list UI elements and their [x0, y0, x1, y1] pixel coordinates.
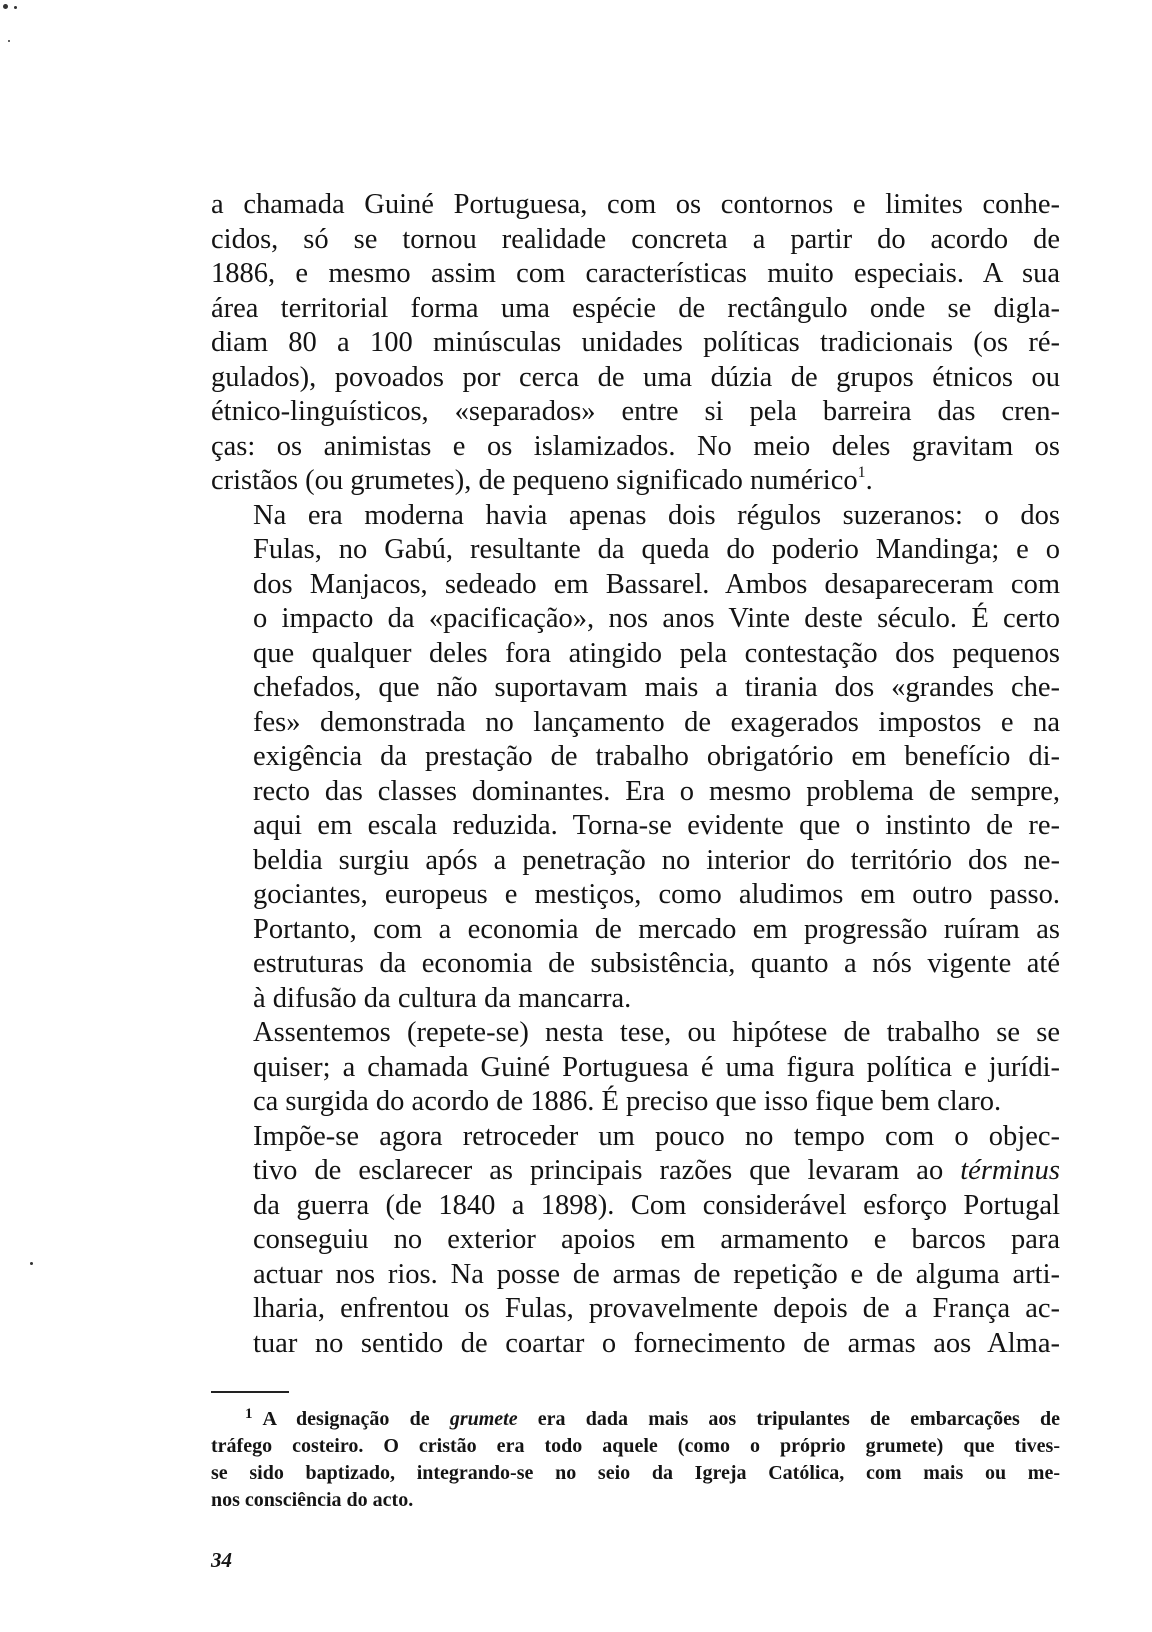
text-line: Assentemos (repete-se) nesta tese, ou hipótese de trabalho se se: [253, 1017, 1060, 1048]
text-line: gulados), povoados por cerca de uma dúzia de grupos étnicos ou: [211, 361, 1060, 393]
text-line: que qualquer deles fora atingido pela contestação dos pequenos: [253, 637, 1060, 669]
text-line: tuar no sentido de coartar o fornecimento de armas aos Alma-: [253, 1327, 1060, 1359]
text-line: étnico-linguísticos, «separados» entre si pela barreira das cren-: [211, 396, 1060, 427]
text-line: gociantes, europeus e mestiços, como aludimos em outro passo.: [253, 879, 1060, 910]
text-line: recto das classes dominantes. Era o mesmo problema de sempre,: [253, 775, 1060, 807]
text-line: beldia surgiu após a penetração no interior do território dos ne-: [253, 844, 1060, 876]
text-line: conseguiu no exterior apoios em armamento e barcos para: [253, 1224, 1060, 1255]
footnote-line: tráfego costeiro. O cristão era todo aquele (como o próprio grumete) que tives-: [211, 1435, 1060, 1457]
text-segment: cristãos (ou grumetes), de pequeno significado numérico: [211, 465, 858, 496]
footnote-divider: [211, 1391, 289, 1393]
scan-speck: [30, 1262, 33, 1265]
text-line: actuar nos rios. Na posse de armas de repetição e de alguma arti-: [253, 1258, 1060, 1290]
page-number: 34: [211, 1548, 232, 1572]
text-line: quiser; a chamada Guiné Portuguesa é uma figura política e jurídi-: [253, 1051, 1060, 1083]
footnote-reference[interactable]: 1: [857, 464, 866, 481]
paragraph-2: [211, 499, 1060, 1017]
text-line: aqui em escala reduzida. Torna-se evidente que o instinto de re-: [253, 810, 1060, 841]
footnote-line: nos consciência do acto.: [211, 1489, 414, 1511]
text-line: dos Manjacos, sedeado em Bassarel. Ambos desapareceram com: [253, 568, 1060, 600]
paragraph-1: [211, 188, 1060, 499]
text-line: ca surgida do acordo de 1886. É preciso que isso fique bem claro.: [253, 1086, 1002, 1117]
text-segment: tivo de esclarecer as principais razões que levaram ao: [253, 1155, 961, 1186]
text-segment: .: [865, 465, 873, 496]
scan-speck: [3, 4, 8, 9]
text-segment: A designação de: [262, 1408, 450, 1430]
text-line: chefados, que não suportavam mais a tirania dos «grandes che-: [253, 672, 1060, 703]
text-line: fes» demonstrada no lançamento de exagerados impostos e na: [253, 706, 1060, 738]
scan-speck: [14, 6, 17, 9]
italic-term: términus: [960, 1155, 1060, 1186]
text-line: [211, 464, 1060, 499]
footnote-line: se sido baptizado, integrando-se no seio da Igreja Católica, com mais ou me-: [211, 1462, 1060, 1484]
footnote-number: 1: [245, 1406, 253, 1422]
footnote-line: [211, 1401, 1060, 1433]
text-line: Na era moderna havia apenas dois régulos suzeranos: o dos: [253, 499, 1060, 531]
page-content: [211, 188, 1060, 1514]
text-line: a chamada Guiné Portuguesa, com os contornos e limites conhe-: [211, 189, 1060, 220]
text-line: Fulas, no Gabú, resultante da queda do poderio Mandinga; e o: [253, 534, 1060, 565]
text-line: 1886, e mesmo assim com características muito especiais. A sua: [211, 258, 1060, 289]
text-line: lharia, enfrentou os Fulas, provavelmente depois de a França ac-: [253, 1293, 1060, 1324]
paragraph-3: [211, 1016, 1060, 1120]
text-line: [211, 1154, 1060, 1189]
text-line: Impõe-se agora retroceder um pouco no tempo com o objec-: [253, 1120, 1060, 1152]
paragraph-4: [211, 1120, 1060, 1362]
text-line: exigência da prestação de trabalho obrigatório em benefício di-: [253, 741, 1060, 772]
text-line: área territorial forma uma espécie de rectângulo onde se digla-: [211, 292, 1060, 324]
text-line: diam 80 a 100 minúsculas unidades políticas tradicionais (os ré-: [211, 327, 1060, 358]
text-line: Portanto, com a economia de mercado em progressão ruíram as: [253, 913, 1060, 945]
scan-speck: [8, 40, 10, 42]
text-line: cidos, só se tornou realidade concreta a partir do acordo de: [211, 223, 1060, 255]
footnote: [211, 1401, 1060, 1514]
text-line: à difusão da cultura da mancarra.: [253, 982, 632, 1014]
text-line: ças: os animistas e os islamizados. No meio deles gravitam os: [211, 430, 1060, 462]
text-line: da guerra (de 1840 a 1898). Com considerável esforço Portugal: [253, 1189, 1060, 1221]
text-line: o impacto da «pacificação», nos anos Vinte deste século. É certo: [253, 603, 1060, 634]
text-line: estruturas da economia de subsistência, quanto a nós vigente até: [253, 948, 1060, 979]
text-segment: era dada mais aos tripulantes de embarcações de: [517, 1408, 1060, 1430]
body-text: [211, 188, 1060, 1361]
italic-term: grumete: [449, 1408, 518, 1430]
